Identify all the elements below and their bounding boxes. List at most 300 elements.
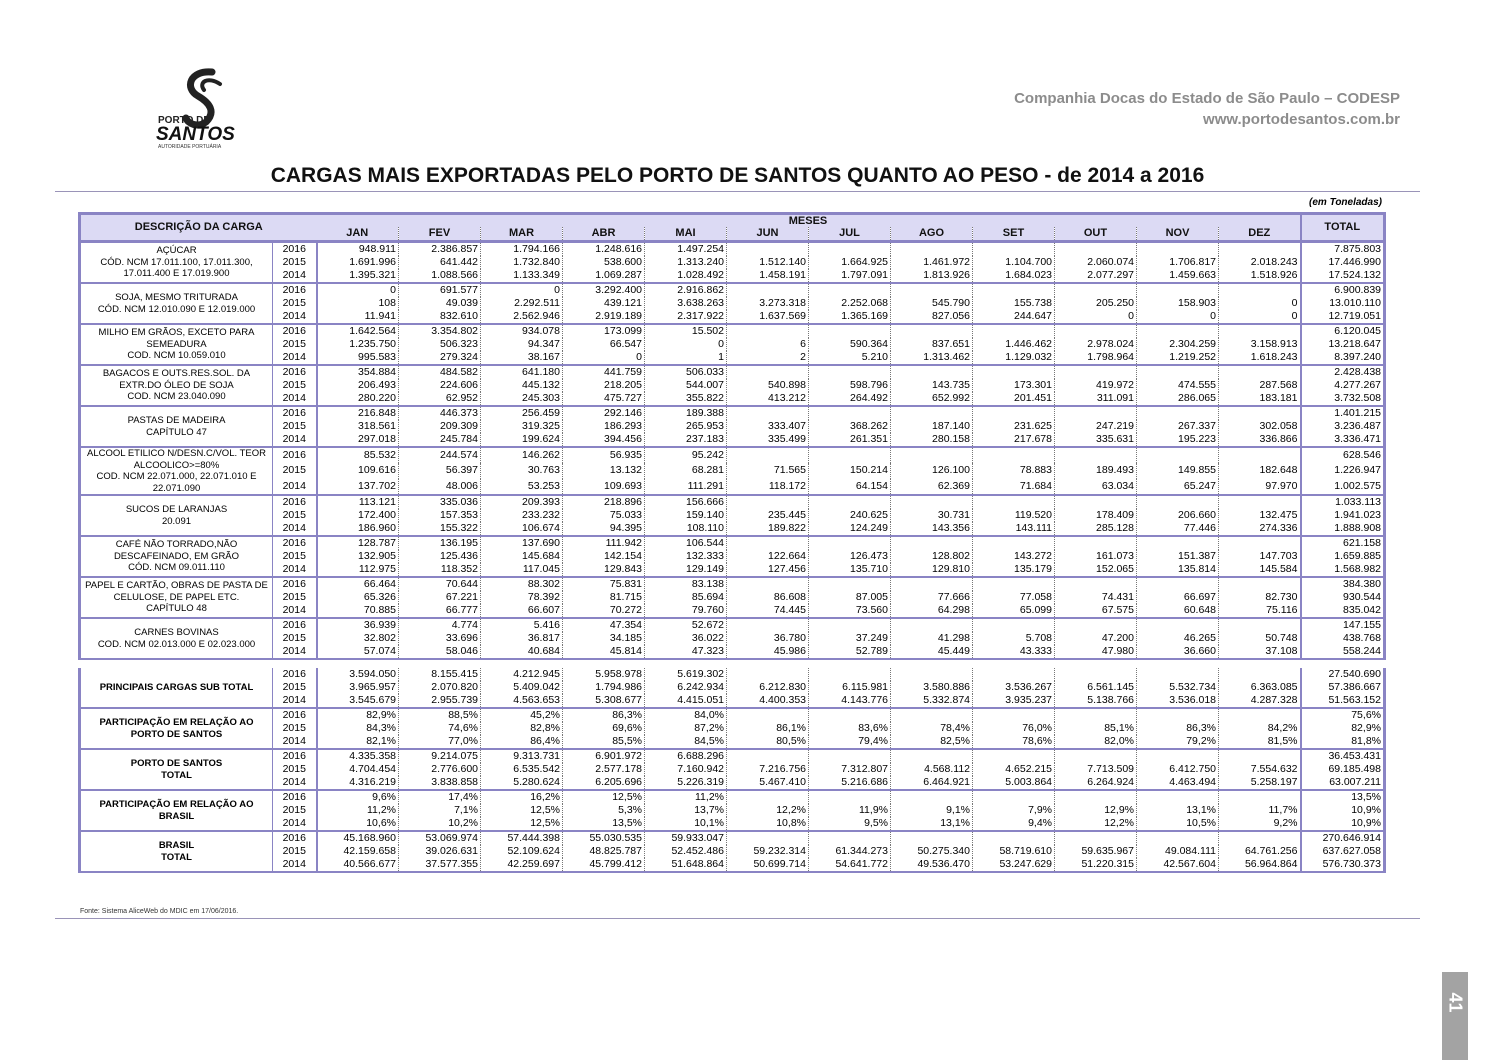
section-spacer xyxy=(80,659,1385,668)
table-row xyxy=(80,433,1385,447)
value-cell: 84,2% xyxy=(1219,722,1301,735)
value-cell: 97.970 xyxy=(1219,479,1301,495)
value-cell: 333.407 xyxy=(727,420,809,433)
description-line: BRASIL xyxy=(158,839,195,851)
value-cell xyxy=(1137,790,1219,804)
value-cell xyxy=(727,495,809,509)
value-cell: 108 xyxy=(317,297,399,310)
value-cell: 155.322 xyxy=(399,522,481,536)
value-cell xyxy=(891,242,973,257)
value-cell: 146.262 xyxy=(481,447,563,463)
value-cell: 7.160.942 xyxy=(645,763,727,776)
description-line: COD. NCM 22.071.000, 22.071.010 E 22.071.090 xyxy=(96,471,257,494)
summary-description xyxy=(80,708,273,749)
value-cell: 265.953 xyxy=(645,420,727,433)
value-cell: 172.400 xyxy=(317,509,399,522)
year-cell: 2016 xyxy=(273,242,317,257)
value-cell: 261.351 xyxy=(809,433,891,447)
year-cell: 2016 xyxy=(273,790,317,804)
value-cell: 7.554.632 xyxy=(1219,763,1301,776)
value-cell xyxy=(727,749,809,763)
value-cell xyxy=(1055,406,1137,420)
value-cell: 1.129.032 xyxy=(973,351,1055,365)
value-cell: 4.415.051 xyxy=(645,694,727,708)
source-footnote: Fonte: Sistema AliceWeb do MDIC em 17/06/2016. xyxy=(80,908,239,915)
table-row xyxy=(80,522,1385,536)
value-cell xyxy=(1137,447,1219,463)
value-cell: 2.292.511 xyxy=(481,297,563,310)
value-cell: 6.115.981 xyxy=(809,681,891,694)
logo-line3: AUTORIDADE PORTUÁRIA xyxy=(158,144,222,150)
value-cell: 87,2% xyxy=(645,722,727,735)
description-line: CÓD. NCM 09.011.110 xyxy=(128,562,225,574)
cargo-description xyxy=(80,242,273,284)
value-cell xyxy=(1055,283,1137,297)
value-cell: 46.265 xyxy=(1137,632,1219,645)
value-cell: 335.036 xyxy=(399,495,481,509)
value-cell: 36.939 xyxy=(317,618,399,632)
year-cell: 2014 xyxy=(273,479,317,495)
year-cell: 2015 xyxy=(273,681,317,694)
value-cell: 1.732.840 xyxy=(481,256,563,269)
value-cell: 30.731 xyxy=(891,509,973,522)
value-cell: 1.691.996 xyxy=(317,256,399,269)
value-cell: 218.205 xyxy=(563,379,645,392)
table-row xyxy=(80,479,1385,495)
value-cell xyxy=(809,831,891,845)
value-cell xyxy=(727,831,809,845)
value-cell: 151.387 xyxy=(1137,550,1219,563)
value-cell: 82,8% xyxy=(481,722,563,735)
value-cell xyxy=(809,708,891,722)
cargo-description xyxy=(80,283,273,324)
value-cell: 1.684.023 xyxy=(973,269,1055,283)
month-header: JUN xyxy=(727,227,809,242)
value-cell: 42.259.697 xyxy=(481,858,563,872)
total-cell: 51.563.152 xyxy=(1301,694,1385,708)
total-cell: 81,8% xyxy=(1301,735,1385,749)
value-cell: 5.467.410 xyxy=(727,776,809,790)
value-cell: 53.253 xyxy=(481,479,563,495)
value-cell: 274.336 xyxy=(1219,522,1301,536)
value-cell: 45.814 xyxy=(563,645,645,659)
total-cell: 13.218.647 xyxy=(1301,338,1385,351)
table-row xyxy=(80,708,1385,722)
year-cell: 2016 xyxy=(273,447,317,463)
value-cell: 70.644 xyxy=(399,577,481,591)
value-cell: 85,5% xyxy=(563,735,645,749)
table-row xyxy=(80,550,1385,563)
year-cell: 2015 xyxy=(273,632,317,645)
year-cell: 2014 xyxy=(273,522,317,536)
value-cell: 224.606 xyxy=(399,379,481,392)
value-cell: 37.577.355 xyxy=(399,858,481,872)
value-cell: 75.116 xyxy=(1219,604,1301,618)
value-cell: 82,0% xyxy=(1055,735,1137,749)
months-header: MESES xyxy=(317,214,1301,228)
value-cell: 64.298 xyxy=(891,604,973,618)
cargo-description xyxy=(80,406,273,447)
value-cell: 16,2% xyxy=(481,790,563,804)
value-cell: 2.252.068 xyxy=(809,297,891,310)
value-cell: 45.168.960 xyxy=(317,831,399,845)
cargo-description xyxy=(80,447,273,495)
description-line: PARTICIPAÇÃO EM RELAÇÃO AO PORTO DE SANTOS xyxy=(99,716,254,740)
value-cell: 13,1% xyxy=(1137,804,1219,817)
value-cell: 247.219 xyxy=(1055,420,1137,433)
value-cell xyxy=(1219,536,1301,550)
value-cell: 292.146 xyxy=(563,406,645,420)
value-cell xyxy=(1137,708,1219,722)
value-cell: 187.140 xyxy=(891,420,973,433)
value-cell xyxy=(1137,283,1219,297)
total-cell: 628.546 xyxy=(1301,447,1385,463)
year-cell: 2015 xyxy=(273,763,317,776)
value-cell: 2.070.820 xyxy=(399,681,481,694)
value-cell xyxy=(1219,708,1301,722)
value-cell xyxy=(727,708,809,722)
total-cell: 1.002.575 xyxy=(1301,479,1385,495)
value-cell: 78.883 xyxy=(973,463,1055,478)
year-cell: 2016 xyxy=(273,495,317,509)
value-cell: 195.223 xyxy=(1137,433,1219,447)
value-cell: 5.003.864 xyxy=(973,776,1055,790)
value-cell: 0 xyxy=(1219,297,1301,310)
value-cell: 40.566.677 xyxy=(317,858,399,872)
value-cell: 84,5% xyxy=(645,735,727,749)
total-cell: 17.524.132 xyxy=(1301,269,1385,283)
year-cell: 2015 xyxy=(273,420,317,433)
description-line: PRINCIPAIS CARGAS SUB TOTAL xyxy=(99,681,254,693)
description-line: CÓD. NCM 12.010.090 E 12.019.000 xyxy=(97,303,256,315)
value-cell: 5.280.624 xyxy=(481,776,563,790)
value-cell: 84,3% xyxy=(317,722,399,735)
value-cell xyxy=(891,447,973,463)
table-row xyxy=(80,338,1385,351)
value-cell: 1.459.663 xyxy=(1137,269,1219,283)
value-cell: 126.473 xyxy=(809,550,891,563)
value-cell: 413.212 xyxy=(727,392,809,406)
value-cell: 45.799.412 xyxy=(563,858,645,872)
table-row xyxy=(80,420,1385,433)
value-cell: 69,6% xyxy=(563,722,645,735)
value-cell: 178.409 xyxy=(1055,509,1137,522)
year-cell: 2016 xyxy=(273,324,317,338)
value-cell: 37.249 xyxy=(809,632,891,645)
value-cell: 474.555 xyxy=(1137,379,1219,392)
description-line: PAPEL E CARTÃO, OBRAS DE PASTA DE CELULOSE, DE PAPEL ETC. xyxy=(85,580,268,603)
description-line: PASTAS DE MADEIRA xyxy=(127,415,226,426)
value-cell: 6.535.542 xyxy=(481,763,563,776)
value-cell: 6.901.972 xyxy=(563,749,645,763)
description-line: CAFÉ NÃO TORRADO,NÃO DESCAFEINADO, EM GRÃO xyxy=(113,539,240,562)
value-cell: 199.624 xyxy=(481,433,563,447)
value-cell: 147.703 xyxy=(1219,550,1301,563)
value-cell: 58.046 xyxy=(399,645,481,659)
value-cell: 264.492 xyxy=(809,392,891,406)
value-cell xyxy=(809,242,891,257)
value-cell: 87.005 xyxy=(809,591,891,604)
header-row-months xyxy=(80,214,1385,228)
month-header: MAI xyxy=(645,227,727,242)
value-cell: 538.600 xyxy=(563,256,645,269)
value-cell: 42.159.658 xyxy=(317,845,399,858)
value-cell: 74,6% xyxy=(399,722,481,735)
value-cell: 4.568.112 xyxy=(891,763,973,776)
value-cell xyxy=(809,406,891,420)
value-cell: 5.619.302 xyxy=(645,668,727,681)
value-cell: 11,2% xyxy=(645,790,727,804)
value-cell: 9,4% xyxy=(973,817,1055,831)
value-cell: 45,2% xyxy=(481,708,563,722)
value-cell: 82,9% xyxy=(317,708,399,722)
value-cell: 74.445 xyxy=(727,604,809,618)
value-cell: 49.039 xyxy=(399,297,481,310)
total-cell: 69.185.498 xyxy=(1301,763,1385,776)
value-cell: 1.794.986 xyxy=(563,681,645,694)
value-cell: 0 xyxy=(1137,310,1219,324)
value-cell: 0 xyxy=(1219,310,1301,324)
value-cell xyxy=(1219,790,1301,804)
value-cell: 52.672 xyxy=(645,618,727,632)
value-cell: 155.738 xyxy=(973,297,1055,310)
value-cell: 652.992 xyxy=(891,392,973,406)
value-cell: 77.058 xyxy=(973,591,1055,604)
value-cell: 205.250 xyxy=(1055,297,1137,310)
description-line: CARNES BOVINAS xyxy=(134,627,219,638)
value-cell: 9,5% xyxy=(809,817,891,831)
total-cell: 3.236.487 xyxy=(1301,420,1385,433)
total-cell: 1.568.982 xyxy=(1301,563,1385,577)
table-row xyxy=(80,351,1385,365)
description-line: TOTAL xyxy=(161,769,192,781)
value-cell: 3.292.400 xyxy=(563,283,645,297)
value-cell: 5.958.978 xyxy=(563,668,645,681)
value-cell xyxy=(973,447,1055,463)
company-name: Companhia Docas do Estado de São Paulo – CODESP xyxy=(1014,90,1400,107)
value-cell: 9.214.075 xyxy=(399,749,481,763)
table-row xyxy=(80,310,1385,324)
description-line: CAPÍTULO 47 xyxy=(146,426,207,438)
value-cell: 88,5% xyxy=(399,708,481,722)
value-cell: 256.459 xyxy=(481,406,563,420)
value-cell: 1.069.287 xyxy=(563,269,645,283)
value-cell: 108.110 xyxy=(645,522,727,536)
page-number-tab xyxy=(1442,972,1468,1060)
year-cell: 2014 xyxy=(273,776,317,790)
value-cell: 544.007 xyxy=(645,379,727,392)
value-cell xyxy=(1055,447,1137,463)
value-cell: 65.247 xyxy=(1137,479,1219,495)
value-cell: 0 xyxy=(317,283,399,297)
value-cell: 4.463.494 xyxy=(1137,776,1219,790)
value-cell: 17,4% xyxy=(399,790,481,804)
value-cell: 143.356 xyxy=(891,522,973,536)
value-cell: 51.220.315 xyxy=(1055,858,1137,872)
value-cell: 3.536.267 xyxy=(973,681,1055,694)
value-cell xyxy=(1137,831,1219,845)
value-cell: 1.088.566 xyxy=(399,269,481,283)
value-cell: 4.704.454 xyxy=(317,763,399,776)
cargo-description xyxy=(80,536,273,577)
year-cell: 2016 xyxy=(273,618,317,632)
table-row xyxy=(80,563,1385,577)
value-cell: 135.710 xyxy=(809,563,891,577)
year-cell: 2015 xyxy=(273,338,317,351)
value-cell: 58.719.610 xyxy=(973,845,1055,858)
value-cell: 5.332.874 xyxy=(891,694,973,708)
value-cell xyxy=(727,365,809,379)
value-cell xyxy=(1137,577,1219,591)
value-cell: 149.855 xyxy=(1137,463,1219,478)
value-cell: 4.563.653 xyxy=(481,694,563,708)
table-row xyxy=(80,324,1385,338)
value-cell: 50.699.714 xyxy=(727,858,809,872)
value-cell: 2.060.074 xyxy=(1055,256,1137,269)
value-cell: 61.344.273 xyxy=(809,845,891,858)
value-cell xyxy=(973,831,1055,845)
value-cell: 128.787 xyxy=(317,536,399,550)
value-cell: 47.323 xyxy=(645,645,727,659)
value-cell xyxy=(1219,406,1301,420)
value-cell: 75.033 xyxy=(563,509,645,522)
value-cell: 129.810 xyxy=(891,563,973,577)
value-cell: 43.333 xyxy=(973,645,1055,659)
description-line: 20.091 xyxy=(161,515,192,527)
value-cell xyxy=(809,324,891,338)
value-cell: 335.499 xyxy=(727,433,809,447)
year-cell: 2016 xyxy=(273,365,317,379)
value-cell xyxy=(1137,618,1219,632)
value-cell: 59.232.314 xyxy=(727,845,809,858)
company-header xyxy=(1014,88,1400,130)
value-cell: 70.885 xyxy=(317,604,399,618)
table-row xyxy=(80,365,1385,379)
value-cell: 5.226.319 xyxy=(645,776,727,790)
value-cell: 201.451 xyxy=(973,392,1055,406)
value-cell: 68.281 xyxy=(645,463,727,478)
value-cell: 112.975 xyxy=(317,563,399,577)
table-row xyxy=(80,817,1385,831)
page-number: 41 xyxy=(1445,992,1466,1013)
value-cell: 52.452.486 xyxy=(645,845,727,858)
year-cell: 2015 xyxy=(273,804,317,817)
value-cell: 545.790 xyxy=(891,297,973,310)
value-cell xyxy=(891,618,973,632)
value-cell: 5.416 xyxy=(481,618,563,632)
value-cell xyxy=(1055,790,1137,804)
year-cell: 2014 xyxy=(273,392,317,406)
cargo-description xyxy=(80,324,273,365)
year-cell: 2014 xyxy=(273,735,317,749)
value-cell: 66.607 xyxy=(481,604,563,618)
table-row xyxy=(80,577,1385,591)
year-cell: 2014 xyxy=(273,563,317,577)
value-cell: 3.354.802 xyxy=(399,324,481,338)
value-cell: 2.978.024 xyxy=(1055,338,1137,351)
value-cell: 4.143.776 xyxy=(809,694,891,708)
value-cell: 11.941 xyxy=(317,310,399,324)
value-cell: 1.395.321 xyxy=(317,269,399,283)
value-cell: 7.312.807 xyxy=(809,763,891,776)
company-website[interactable]: www.portodesantos.com.br xyxy=(1203,111,1400,128)
value-cell xyxy=(1055,324,1137,338)
value-cell: 78,4% xyxy=(891,722,973,735)
value-cell xyxy=(973,495,1055,509)
value-cell: 1.313.462 xyxy=(891,351,973,365)
value-cell xyxy=(973,536,1055,550)
value-cell: 113.121 xyxy=(317,495,399,509)
value-cell: 79,4% xyxy=(809,735,891,749)
value-cell: 129.843 xyxy=(563,563,645,577)
value-cell: 641.180 xyxy=(481,365,563,379)
value-cell: 65.326 xyxy=(317,591,399,604)
year-cell: 2015 xyxy=(273,845,317,858)
value-cell: 36.022 xyxy=(645,632,727,645)
year-cell: 2016 xyxy=(273,831,317,845)
value-cell xyxy=(973,242,1055,257)
table-row xyxy=(80,463,1385,478)
value-cell xyxy=(1219,618,1301,632)
value-cell: 641.442 xyxy=(399,256,481,269)
total-cell: 13.010.110 xyxy=(1301,297,1385,310)
value-cell: 4.774 xyxy=(399,618,481,632)
value-cell: 1.248.616 xyxy=(563,242,645,257)
value-cell xyxy=(973,749,1055,763)
value-cell: 2.577.178 xyxy=(563,763,645,776)
value-cell: 13.132 xyxy=(563,463,645,478)
value-cell: 63.034 xyxy=(1055,479,1137,495)
value-cell: 136.195 xyxy=(399,536,481,550)
value-cell: 3.536.018 xyxy=(1137,694,1219,708)
value-cell: 173.099 xyxy=(563,324,645,338)
total-cell: 13,5% xyxy=(1301,790,1385,804)
table-row xyxy=(80,242,1385,257)
total-cell: 4.277.267 xyxy=(1301,379,1385,392)
value-cell: 50.275.340 xyxy=(891,845,973,858)
value-cell: 2.386.857 xyxy=(399,242,481,257)
value-cell xyxy=(891,324,973,338)
year-cell: 2016 xyxy=(273,749,317,763)
month-header: SET xyxy=(973,227,1055,242)
value-cell: 34.185 xyxy=(563,632,645,645)
value-cell xyxy=(1055,708,1137,722)
value-cell: 235.445 xyxy=(727,509,809,522)
value-cell: 1.706.817 xyxy=(1137,256,1219,269)
value-cell: 2.562.946 xyxy=(481,310,563,324)
value-cell xyxy=(1055,749,1137,763)
year-cell: 2016 xyxy=(273,283,317,297)
month-header: JAN xyxy=(317,227,399,242)
value-cell: 128.802 xyxy=(891,550,973,563)
value-cell: 4.212.945 xyxy=(481,668,563,681)
value-cell: 45.449 xyxy=(891,645,973,659)
total-cell: 1.941.023 xyxy=(1301,509,1385,522)
value-cell: 36.660 xyxy=(1137,645,1219,659)
value-cell: 245.303 xyxy=(481,392,563,406)
value-cell: 1.104.700 xyxy=(973,256,1055,269)
value-cell: 74.431 xyxy=(1055,591,1137,604)
year-cell: 2014 xyxy=(273,694,317,708)
value-cell xyxy=(1055,536,1137,550)
total-header: TOTAL xyxy=(1301,214,1385,242)
value-cell: 5.216.686 xyxy=(809,776,891,790)
value-cell: 8.155.415 xyxy=(399,668,481,681)
month-header: DEZ xyxy=(1219,227,1301,242)
table-row xyxy=(80,763,1385,776)
value-cell: 1.794.166 xyxy=(481,242,563,257)
value-cell: 446.373 xyxy=(399,406,481,420)
